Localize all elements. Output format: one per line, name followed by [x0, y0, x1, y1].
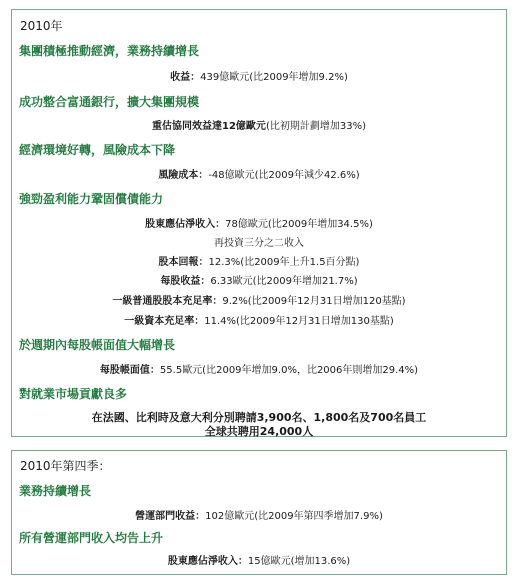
section-heading-integration: 成功整合富通銀行，擴大集團規模	[19, 95, 200, 109]
reinvest-line: 再投資三分之二收入	[214, 238, 304, 249]
q4-results-panel	[11, 450, 507, 575]
q4-net-income-line: 股東應佔淨收入：15億歐元(增加13.6%)	[167, 556, 351, 567]
section-heading-q4-growth: 業務持續增長	[19, 484, 92, 498]
revenue-line: 收益：439億歐元(比2009年增加9.2%)	[170, 72, 348, 83]
section-heading-employment: 對就業市場貢獻良多	[19, 387, 128, 401]
hiring-line: 在法國、比利時及意大利分別聘請3,900名、1,800名及700名員工	[91, 411, 427, 424]
synergy-line: 重估協同效益達12億歐元(比初期計劃增加33%)	[152, 121, 366, 132]
section-heading-book-value: 於週期內每股帳面值大幅增長	[19, 338, 176, 352]
section-heading-risk: 經濟環境好轉，風險成本下降	[19, 143, 176, 157]
roe-line: 股本回報：12.3%(比2009年上升1.5百分點)	[158, 257, 360, 268]
panel-title: 2010年	[20, 19, 63, 33]
annual-results-panel	[11, 9, 507, 437]
section-heading-q4-income: 所有營運部門收入均告上升	[19, 531, 164, 545]
q4-revenue-line: 營運部門收益：102億歐元(比2009年第四季增加7.9%)	[135, 511, 383, 522]
book-value-line: 每股帳面值：55.5歐元(比2009年增加9.0%，比2006年則增加29.4%)	[99, 365, 419, 376]
tier1-line: 一級資本充足率：11.4%(比2009年12月31日增加130基點)	[124, 316, 394, 327]
net-income-line: 股東應佔淨收入：78億歐元(比2009年增加34.5%)	[145, 219, 373, 230]
eps-line: 每股收益：6.33歐元(比2009年增加21.7%)	[160, 276, 358, 287]
section-heading-profitability: 強勁盈利能力鞏固償債能力	[19, 192, 164, 206]
headcount-line: 全球共聘用24,000人	[204, 425, 314, 438]
section-heading-growth: 集團積極推動經濟，業務持續增長	[19, 44, 200, 58]
cet1-line: 一級普通股股本充足率：9.2%(比2009年12月31日增加120基點)	[112, 296, 406, 307]
risk-cost-line: 風險成本：-48億歐元(比2009年減少42.6%)	[158, 170, 360, 181]
panel-title: 2010年第四季：	[20, 459, 111, 473]
